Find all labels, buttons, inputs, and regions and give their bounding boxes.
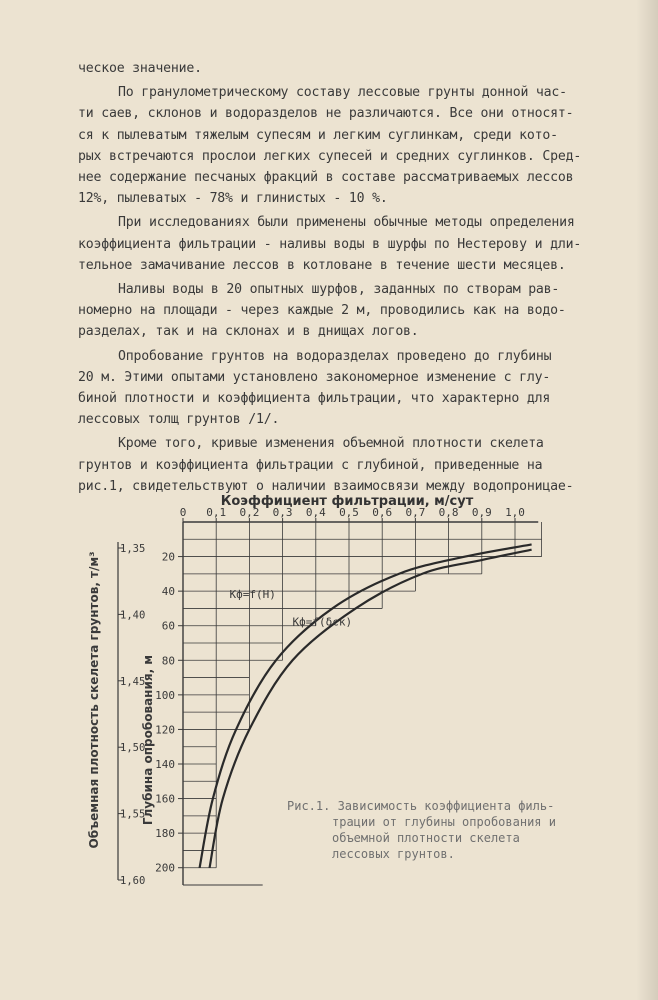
text-line: При исследованиях были применены обычные методы определения	[118, 215, 575, 231]
text-line: рис.1, свидетельствуют о наличии взаимосвязи между водопроницае-	[78, 478, 574, 494]
x-tick-label: 0,1	[206, 506, 227, 519]
y-tick-label: 20	[161, 550, 175, 564]
x-tick-label: 0,6	[372, 506, 393, 519]
text-line: Кроме того, кривые изменения объемной плотности скелета	[118, 436, 544, 452]
text-line: Опробование грунтов на водоразделах проведено до глубины	[118, 348, 552, 364]
x-tick-label: 1,0	[505, 506, 525, 519]
y-tick-label: 140	[155, 758, 175, 771]
y-tick-label: 200	[155, 861, 175, 875]
y-tick-label: 180	[155, 827, 175, 841]
text-line: Наливы воды в 20 опытных шурфов, заданных по створам рав-	[118, 282, 560, 298]
text-line: ти саев, склонов и водоразделов не различаются. Все они относят-	[78, 106, 574, 122]
text-line: По гранулометрическому составу лессовые грунты донной час-	[118, 85, 567, 101]
caption-line: лессовых грунтов.	[332, 847, 455, 861]
caption-line: объемной плотности скелета	[332, 831, 520, 845]
x-tick-label: 0,2	[239, 506, 260, 519]
x-tick-label: 0,8	[438, 506, 459, 519]
text-line: разделах, так и на склонах и в днищах логов.	[78, 324, 419, 340]
secondary-tick-label: 1,55	[120, 808, 146, 821]
x-tick-label: 0,7	[405, 506, 426, 519]
figure-caption	[287, 798, 627, 862]
y-tick-label: 120	[155, 723, 175, 737]
secondary-tick-label: 1,60	[120, 875, 146, 887]
text-line: номерно на площади - через каждые 2 м, проводились как на водо-	[78, 303, 566, 319]
secondary-tick-label: 1,45	[120, 675, 146, 688]
text-line: 12%, пылеватых - 78% и глинистых - 10 %.	[78, 191, 388, 207]
x-tick-label: 0	[179, 506, 187, 519]
y-tick-label: 80	[161, 654, 175, 668]
text-line: ческое значение.	[78, 61, 202, 76]
text-line: ся к пылеватым тяжелым супесям и легким суглинкам, среди кото-	[78, 127, 558, 143]
x-tick-label: 0,4	[305, 506, 326, 519]
y-tick-label: 160	[155, 792, 175, 806]
series-label-1: Кф=f(H)	[229, 588, 276, 602]
text-line: коэффициента фильтрации - наливы воды в шурфы по Нестерову и дли-	[78, 236, 582, 252]
text-line: нее содержание песчаных фракций в составе рассматриваемых лессов	[78, 170, 574, 186]
caption-line: трации от глубины опробования и	[332, 815, 556, 829]
series-label-2: Кф=f(δск)	[292, 615, 353, 629]
secondary-tick-label: 1,40	[120, 609, 146, 622]
text-line: грунтов и коэффициента фильтрации с глубиной, приведенные на	[78, 457, 543, 473]
x-tick-label: 0,3	[272, 506, 293, 519]
secondary-axis-title: Объемная плотность скелета грунтов, т/м³	[87, 551, 101, 849]
secondary-tick-label: 1,50	[120, 742, 146, 755]
secondary-tick-label: 1,35	[120, 543, 146, 555]
y-tick-label: 100	[155, 688, 175, 702]
x-tick-label: 0,5	[339, 506, 359, 519]
y-axis-title: Глубина опробования, м	[141, 654, 155, 826]
caption-line: Рис.1. Зависимость коэффициента филь-	[287, 799, 555, 813]
x-tick-label: 0,9	[471, 506, 492, 519]
text-line: тельное замачивание лессов в котловане в течение шести месяцев.	[78, 257, 566, 273]
chart-title: Коэффициент фильтрации, м/сут	[220, 494, 474, 509]
text-line: лессовых толщ грунтов /1/.	[78, 412, 280, 428]
text-line: рых встречаются прослои легких супесей и средних суглинков. Сред-	[78, 148, 582, 164]
text-line: 20 м. Этими опытами установлено закономерное изменение с глу-	[78, 369, 551, 385]
y-tick-label: 40	[161, 585, 175, 599]
text-line: биной плотности и коэффициента фильтрации, что характерно для	[78, 391, 551, 407]
y-tick-label: 60	[161, 619, 175, 633]
